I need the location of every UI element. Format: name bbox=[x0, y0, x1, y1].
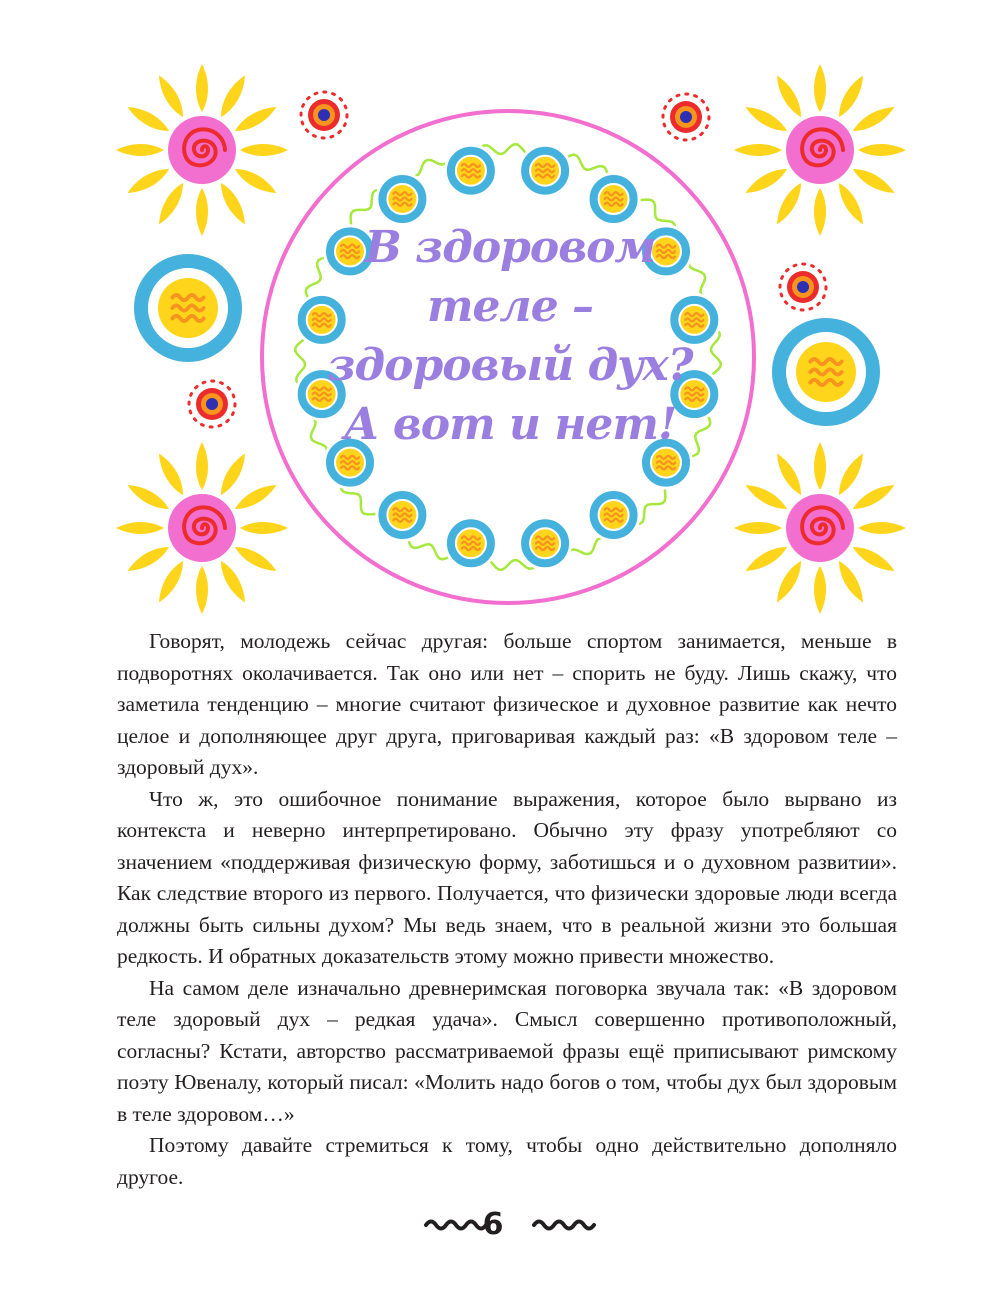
title-line: теле – bbox=[426, 281, 594, 332]
blue-ring-icon bbox=[141, 261, 235, 355]
sun-flower-icon bbox=[116, 442, 288, 614]
paragraph: Что ж, это ошибочное понимание выражения, которое было вырвано из контекста и неверно интерпретировано. Обычно эту фразу употребляют со значением «поддерживая физическую форму, заботишься и о духовном развитии». Как следствие второго из первого. Получается, что физически здоровые люди всегда должны быть сильны духом? Мы ведь знаем, что в реальной жизни это большая редкость. И обратных доказательств этому можно привести множество. bbox=[117, 786, 897, 968]
page-title bbox=[300, 218, 720, 454]
small-ring-icon bbox=[375, 488, 429, 542]
dotted-target-icon bbox=[780, 264, 826, 310]
title-line: А вот и нет! bbox=[343, 399, 677, 450]
blue-ring-icon bbox=[779, 325, 873, 419]
page-footer bbox=[0, 1203, 986, 1247]
small-ring-icon bbox=[518, 144, 572, 198]
title-line: здоровый дух? bbox=[327, 340, 693, 391]
dotted-target-icon bbox=[189, 381, 235, 427]
dotted-target-icon bbox=[663, 94, 709, 140]
small-ring-icon bbox=[444, 516, 498, 570]
dotted-target-icon bbox=[301, 92, 347, 138]
paragraph: На самом деле изначально древнеримская поговорка звучала так: «В здоровом теле здоровый дух – редкая удача». Смысл совершенно противоположный, согласны? Кстати, авторство рассматриваемой фразы ещё приписывают римскому поэту Ювеналу, который писал: «Молить надо богов о том, чтобы дух был здоровым в теле здоровом…» bbox=[117, 975, 897, 1126]
small-ring-icon bbox=[587, 488, 641, 542]
small-ring-icon bbox=[518, 516, 572, 570]
small-ring-icon bbox=[444, 144, 498, 198]
paragraph: Поэтому давайте стремиться к тому, чтобы одно действительно дополняло другое. bbox=[117, 1133, 897, 1189]
body-text bbox=[117, 626, 897, 1193]
sun-flower-icon bbox=[116, 64, 288, 236]
title-line: В здоровом bbox=[364, 222, 656, 273]
sun-flower-icon bbox=[734, 442, 906, 614]
paragraph: Говорят, молодежь сейчас другая: больше спортом занимается, меньше в подворотнях околачивается. Так оно или нет – спорить не буду. Лишь скажу, что заметила тенденцию – многие считают физическое и духовное развитие как нечто целое и дополняющее друг друга, приговаривая каждый раз: «В здоровом теле – здоровый дух». bbox=[117, 629, 897, 779]
page-number: 6 bbox=[482, 1207, 504, 1242]
sun-flower-icon bbox=[734, 64, 906, 236]
